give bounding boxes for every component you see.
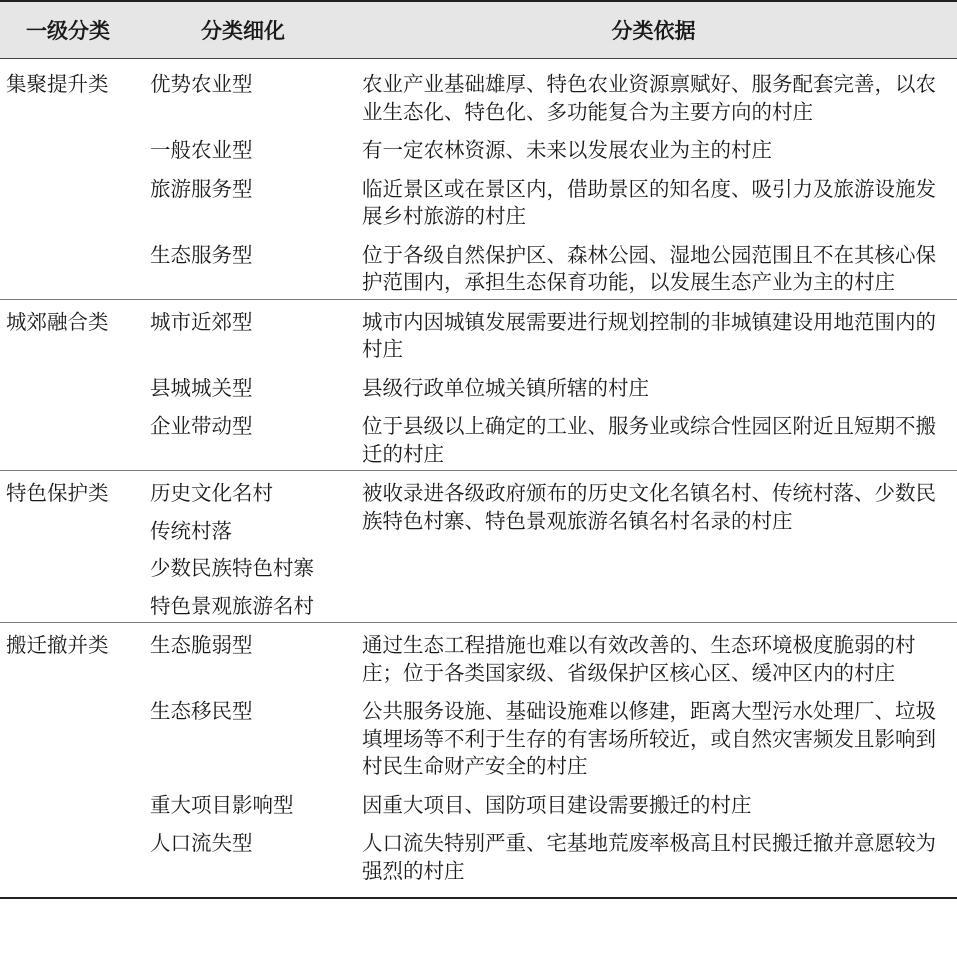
- table-row: [0, 299, 957, 366]
- sub-category-cell: [136, 623, 350, 690]
- header-primary-category: 一级分类: [0, 1, 136, 59]
- table-row: [0, 821, 957, 898]
- table-row: [0, 59, 957, 129]
- primary-category-cell: 集聚提升类: [6, 72, 109, 96]
- classification-basis-cell: 城市内因城镇发展需要进行规划控制的非城镇建设用地范围内的村庄: [350, 299, 957, 366]
- sub-category-cell: [136, 821, 350, 898]
- primary-category-cell: [0, 689, 136, 783]
- table-row: [0, 783, 957, 822]
- table-row: [0, 471, 957, 623]
- sub-category-cell: [136, 299, 350, 366]
- sub-category-label: 传统村落: [150, 518, 232, 543]
- table-row: [0, 404, 957, 471]
- sub-category-label: 历史文化名村: [150, 481, 273, 505]
- sub-category-label: 旅游服务型: [150, 176, 253, 201]
- primary-category-cell: [0, 366, 136, 405]
- primary-category-cell: [0, 821, 136, 898]
- classification-basis-cell: 农业产业基础雄厚、特色农业资源禀赋好、服务配套完善，以农业生态化、特色化、多功能复合为主要方向的村庄: [362, 72, 936, 124]
- header-basis: 分类依据: [350, 1, 957, 59]
- sub-category-label: 特色景观旅游名村: [150, 593, 314, 618]
- table-header-row: [0, 1, 957, 59]
- sub-category-label: 重大项目影响型: [150, 792, 294, 817]
- primary-category-cell: [0, 233, 136, 300]
- table-row: [0, 623, 957, 690]
- classification-basis-cell: 通过生态工程措施也难以有效改善的、生态环境极度脆弱的村庄；位于各类国家级、省级保护区核心区、缓冲区内的村庄: [350, 623, 957, 690]
- primary-category-cell: [0, 404, 136, 471]
- classification-basis-cell: 位于县级以上确定的工业、服务业或综合性园区附近且短期不搬迁的村庄: [362, 414, 936, 466]
- sub-category-label: 生态服务型: [150, 242, 253, 267]
- table-row: [0, 233, 957, 300]
- classification-basis-cell: 位于各级自然保护区、森林公园、湿地公园范围且不在其核心保护范围内，承担生态保育功能，以发展生态产业为主的村庄: [362, 242, 936, 294]
- table-row: [0, 366, 957, 405]
- sub-category-cell: [136, 404, 350, 471]
- classification-basis-cell: 县级行政单位城关镇所辖的村庄: [362, 375, 649, 400]
- sub-category-label: 县城城关型: [150, 375, 253, 400]
- classification-basis-cell: 临近景区或在景区内，借助景区的知名度、吸引力及旅游设施发展乡村旅游的村庄: [362, 176, 936, 228]
- primary-category-cell: [0, 128, 136, 167]
- primary-category-cell: [0, 167, 136, 233]
- sub-category-cell: [136, 59, 350, 129]
- header-sub-category: 分类细化: [136, 1, 350, 59]
- sub-category-label: 少数民族特色村寨: [150, 556, 314, 580]
- primary-category-cell: 特色保护类: [0, 471, 136, 623]
- sub-category-cell: [136, 471, 350, 623]
- classification-basis-cell: 公共服务设施、基础设施难以修建，距离大型污水处理厂、垃圾填埋场等不利于生存的有害场所较近，或自然灾害频发且影响到村民生命财产安全的村庄: [362, 699, 936, 778]
- sub-category-label: 生态脆弱型: [150, 633, 253, 657]
- primary-category-cell: 搬迁撤并类: [0, 623, 136, 690]
- sub-category-label: 优势农业型: [150, 72, 253, 96]
- sub-category-label: 生态移民型: [150, 699, 253, 723]
- sub-category-cell: [136, 233, 350, 300]
- table-body: [0, 59, 957, 899]
- sub-category-cell: [136, 689, 350, 783]
- classification-basis-cell: 人口流失特别严重、宅基地荒废率极高且村民搬迁撤并意愿较为强烈的村庄: [350, 821, 957, 898]
- sub-category-label: 企业带动型: [150, 414, 253, 438]
- sub-category-cell: [136, 167, 350, 233]
- sub-category-cell: [136, 366, 350, 405]
- sub-category-label: 城市近郊型: [150, 309, 253, 334]
- table-row: [0, 128, 957, 167]
- primary-category-cell: 城郊融合类: [0, 299, 136, 366]
- sub-category-cell: [136, 128, 350, 167]
- primary-category-cell: [0, 783, 136, 822]
- table-row: [0, 167, 957, 233]
- sub-category-label: 人口流失型: [150, 831, 253, 855]
- classification-basis-cell: 有一定农林资源、未来以发展农业为主的村庄: [362, 138, 772, 162]
- sub-category-cell: [136, 783, 350, 822]
- sub-category-label: 一般农业型: [150, 138, 253, 162]
- classification-basis-cell: 被收录进各级政府颁布的历史文化名镇名村、传统村落、少数民族特色村寨、特色景观旅游名镇名村名录的村庄: [350, 471, 957, 623]
- table-row: [0, 689, 957, 783]
- classification-basis-cell: 因重大项目、国防项目建设需要搬迁的村庄: [362, 792, 752, 817]
